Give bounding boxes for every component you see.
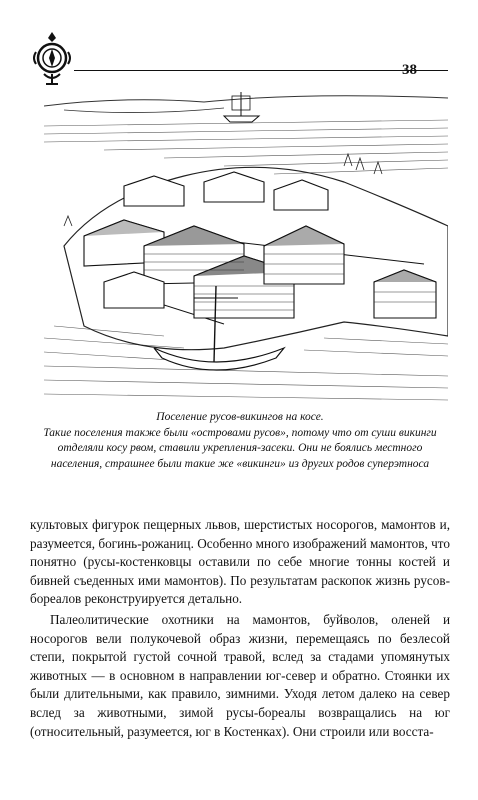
illustration-caption [34,410,446,472]
settlement-illustration [44,86,448,406]
header-rule [74,70,448,71]
paragraph-2: Палеолитические охотники на мамонтов, буйволов, оленей и носорогов вели полукочевой образ жизни, перемещаясь по безлесой степи, покрытой густой сочной травой, вслед за стадами упомянутых животных — в основном в направлении юг-север и обратно. Стоянки их были длительными, как правило, зимними. Уходя летом далеко на север вслед за животными, зимой русы-бореалы возвращались на юг (относительный, разумеется, юг в Костенках). Они строили или восста- [30,611,450,739]
ornament-emblem-icon [30,30,74,86]
caption-text: Такие поселения также были «островами русов», потому что от суши викинги отделяли косу рвом, ставили укрепления-засеки. Они не боялись местного населения, страшнее были такие же «викинги» из других родов суперэтноса [43,426,437,470]
caption-title: Поселение русов-викингов на косе. [156,411,324,423]
body-text [30,516,450,741]
paragraph-1: культовых фигурок пещерных львов, шерстистых носорогов, мамонтов и, разумеется, богинь-рожаниц. Особенно много изображений мамонтов, что понятно (русы-костенковцы оставили по себе многие тонны костей и бивней съеденных ими мамонтов). По результатам раскопок жизнь русов-бореалов реконструируется детально. [30,517,450,607]
page-number: 38 [402,62,417,78]
